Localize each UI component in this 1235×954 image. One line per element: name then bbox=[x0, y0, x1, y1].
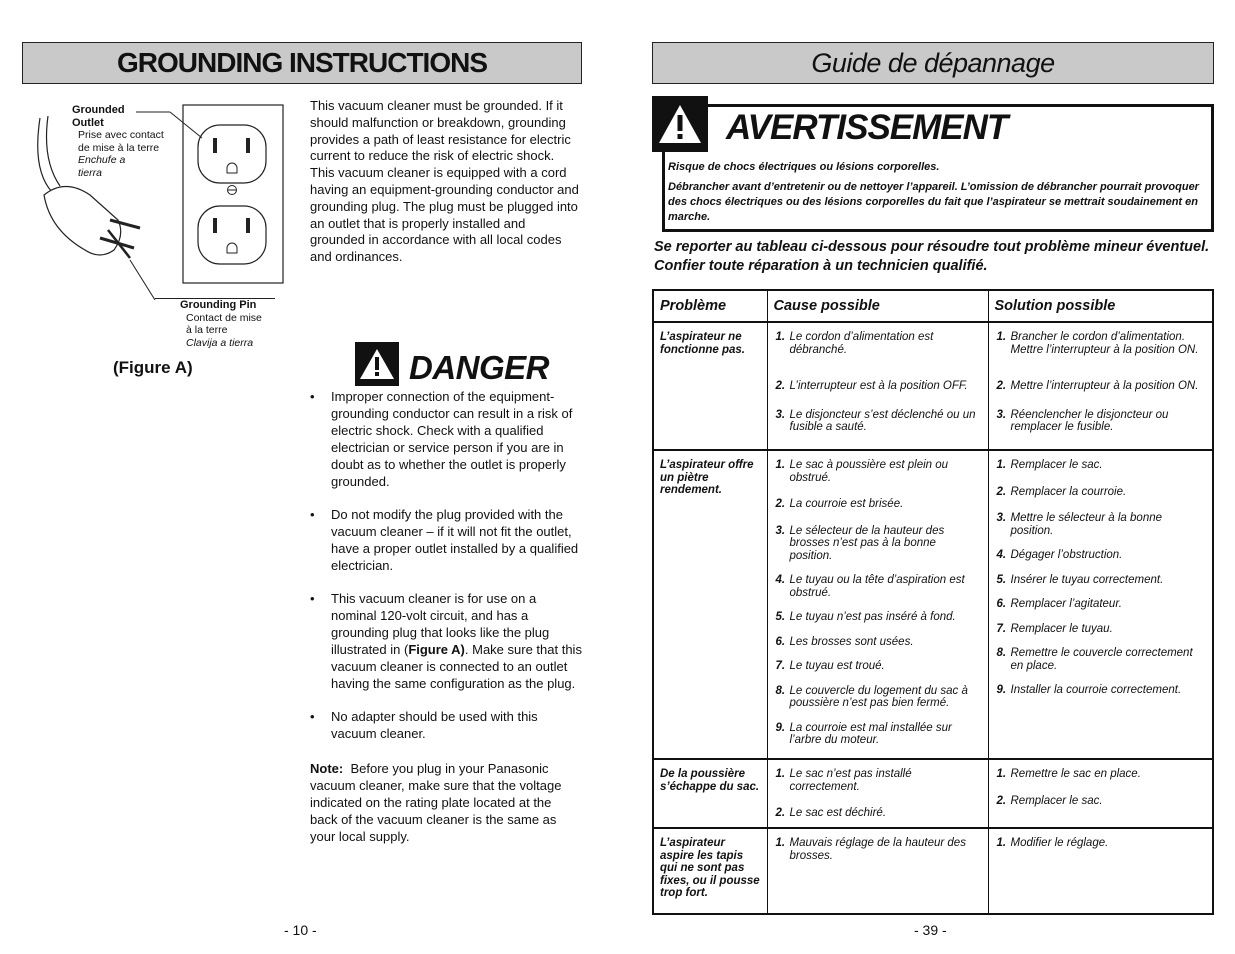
warning-triangle-icon bbox=[652, 96, 708, 152]
list-item: • This vacuum cleaner is for use on a nominal 120-volt circuit, and has a grounding plug that looks like the plug illustrated in (Figure A). Make sure that this vacuum cleaner is connected to an outlet having the same configuration as the plug. bbox=[310, 591, 582, 691]
list-item: • No adapter should be used with this vacuum cleaner. bbox=[310, 709, 538, 741]
column-header: Solution possible bbox=[988, 290, 1213, 322]
list-item: 8. Remettre le couvercle correctement en place. bbox=[996, 647, 1193, 672]
problem-cell: L’aspirateur aspire les tapis qui ne sont pas fixes, ou il pousse trop fort. bbox=[653, 828, 767, 914]
list-item: 3. Le disjoncteur s’est déclenché ou un fusible a sauté. bbox=[775, 408, 976, 433]
danger-title bbox=[355, 342, 549, 386]
problem-cell: De la poussière s’échappe du sac. bbox=[653, 759, 767, 828]
cause-cell bbox=[767, 759, 988, 828]
list-item: 5. Insérer le tuyau correctement. bbox=[996, 573, 1164, 586]
list-item: 9. Installer la courroie correctement. bbox=[996, 684, 1182, 696]
list-item: 1. Le sac n’est pas installé correctement. bbox=[775, 768, 912, 793]
cause-cell bbox=[767, 828, 988, 914]
list-item: 2. Le sac est déchiré. bbox=[775, 807, 887, 819]
pin-label-en: Grounding Pin bbox=[180, 299, 257, 311]
problem-cell: L’aspirateur ne fonctionne pas. bbox=[653, 322, 767, 450]
list-item: 1. Modifier le réglage. bbox=[996, 837, 1109, 849]
list-item: 4. Dégager l’obstruction. bbox=[996, 549, 1123, 561]
table-header-row bbox=[653, 290, 1213, 322]
pin-label-fr: Contact de mise à la terre bbox=[186, 311, 262, 336]
warning-title: AVERTISSEMENT bbox=[726, 108, 1008, 147]
list-item: 3. Réenclencher le disjoncteur ou remplacer le fusible. bbox=[996, 408, 1169, 433]
grounding-intro-text: This vacuum cleaner must be grounded. If it should malfunction or breakdown, grounding provides a path of least resistance for electric current to reduce the risk of electric shock. This vacuum cleaner is equipped with a cord having an equipment-grounding conductor and grounding plug. The plug must be plugged into an outlet that is properly installed and grounded in accordance with all local codes and ordinances. bbox=[310, 98, 579, 265]
grounding-header: GROUNDING INSTRUCTIONS bbox=[22, 42, 582, 84]
list-item: 5. Le tuyau n’est pas inséré à fond. bbox=[775, 611, 956, 623]
outlet-label-fr: Prise avec contact de mise à la terre bbox=[78, 129, 164, 154]
list-item: 7. Remplacer le tuyau. bbox=[996, 622, 1113, 635]
cause-cell bbox=[767, 322, 988, 450]
list-item: 3. Le sélecteur de la hauteur des brosses n’est pas à la bonne position. bbox=[775, 524, 945, 562]
list-item: 9. La courroie est mal installée sur l’arbre du moteur. bbox=[775, 721, 952, 746]
list-item: 7. Le tuyau est troué. bbox=[775, 660, 885, 672]
list-item: • Do not modify the plug provided with the vacuum cleaner – if it will not fit the outlet, have a proper outlet installed by a qualified electrician. bbox=[310, 507, 579, 573]
list-item: 8. Le couvercle du logement du sac à poussière n’est pas bien fermé. bbox=[775, 684, 968, 709]
cause-cell bbox=[767, 450, 988, 759]
page-number-left: - 10 - bbox=[284, 922, 317, 938]
note-label: Note: bbox=[310, 761, 344, 776]
problem-cell: L’aspirateur offre un piètre rendement. bbox=[653, 450, 767, 759]
list-item: 6. Les brosses sont usées. bbox=[775, 635, 914, 648]
danger-word: DANGER bbox=[409, 349, 550, 386]
pin-label-es: Clavija a tierra bbox=[186, 336, 254, 349]
page-number-right: - 39 - bbox=[914, 922, 947, 938]
troubleshooting-header: Guide de dépannage bbox=[652, 42, 1214, 84]
outlet-label-en: Grounded Outlet bbox=[72, 104, 125, 129]
table-row bbox=[653, 828, 1213, 914]
list-item: 2. Remplacer la courroie. bbox=[996, 485, 1127, 498]
troubleshooting-table bbox=[652, 289, 1214, 915]
table-row bbox=[653, 759, 1213, 828]
list-item: 3. Mettre le sélecteur à la bonne position. bbox=[996, 512, 1163, 537]
list-item: 2. L’interrupteur est à la position OFF. bbox=[775, 380, 968, 392]
list-item: 1. Le sac à poussière est plein ou obstrué. bbox=[775, 459, 949, 484]
list-item: • Improper connection of the equipment-grounding conductor can result in a risk of electric shock. Check with a qualified electrician or service person if you are in doubt as to whether the outlet is properly grounded. bbox=[310, 389, 573, 489]
solution-cell bbox=[988, 828, 1213, 914]
solution-cell bbox=[988, 759, 1213, 828]
note-paragraph: Note: Before you plug in your Panasonic vacuum cleaner, make sure that the voltage indicated on the rating plate located at the back of the vacuum cleaner is the same as your local supply. bbox=[310, 761, 562, 844]
solution-cell bbox=[988, 450, 1213, 759]
grounding-pin-label bbox=[155, 298, 275, 349]
column-header: Cause possible bbox=[767, 290, 988, 322]
list-item: 1. Remettre le sac en place. bbox=[996, 768, 1141, 780]
list-item: 1. Brancher le cordon d’alimentation. Mettre l’interrupteur à la position ON. bbox=[996, 331, 1199, 356]
warning-triangle-icon bbox=[355, 342, 399, 386]
warning-text: Risque de chocs électriques ou lésions corporelles. Débrancher avant d’entretenir ou de nettoyer l’appareil. L’omission de débrancher pourrait provoquer des chocs électriques ou des lésions corporelles du fait que l’aspirateur se mettrait soudainement en marche. bbox=[668, 161, 1199, 223]
list-item: 2. Remplacer le sac. bbox=[996, 794, 1103, 807]
grounded-outlet-label bbox=[72, 104, 172, 179]
solution-cell bbox=[988, 322, 1213, 450]
table-row bbox=[653, 450, 1213, 759]
figure-caption: (Figure A) bbox=[113, 358, 193, 377]
table-row bbox=[653, 322, 1213, 450]
danger-bullet-list bbox=[310, 388, 582, 758]
troubleshooting-intro: Se reporter au tableau ci-dessous pour résoudre tout problème mineur éventuel. Confier toute réparation à un technicien qualifié. bbox=[654, 239, 1210, 274]
list-item: 1. Mauvais réglage de la hauteur des brosses. bbox=[775, 837, 966, 862]
outlet-label-es: Enchufe a tierra bbox=[78, 154, 126, 179]
list-item: 2. Mettre l’interrupteur à la position ON. bbox=[996, 380, 1199, 392]
list-item: 1. Le cordon d’alimentation est débranché. bbox=[775, 331, 934, 356]
list-item: 6. Remplacer l’agitateur. bbox=[996, 598, 1122, 610]
list-item: 2. La courroie est brisée. bbox=[775, 498, 904, 510]
list-item: 1. Remplacer le sac. bbox=[996, 459, 1103, 471]
column-header: Problème bbox=[653, 290, 767, 322]
list-item: 4. Le tuyau ou la tête d’aspiration est obstrué. bbox=[775, 574, 965, 599]
